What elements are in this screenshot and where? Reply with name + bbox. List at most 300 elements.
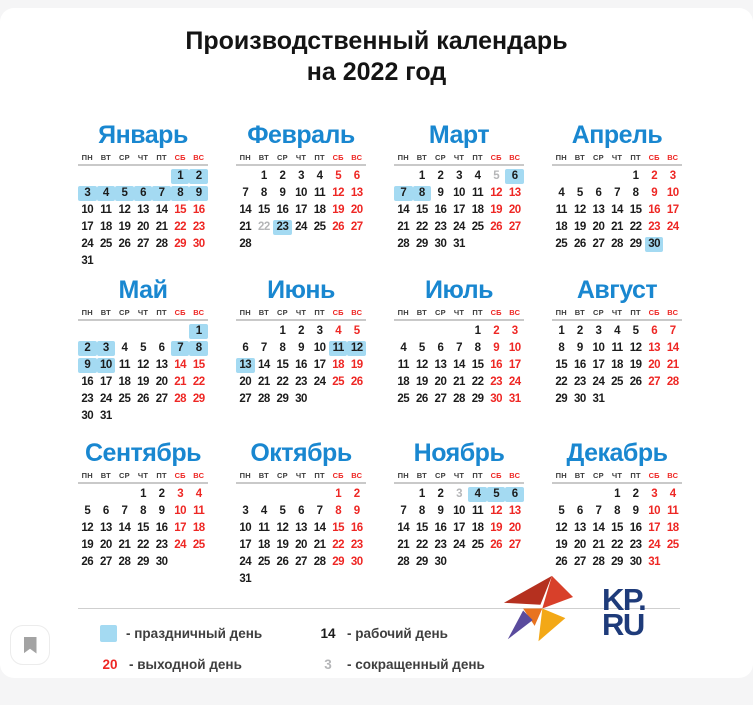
day-cell: 16	[155, 522, 168, 534]
day-cell: 19	[81, 539, 94, 551]
week-row	[78, 203, 208, 220]
day-cell	[236, 487, 255, 502]
day-cell: 21	[118, 539, 131, 551]
day-cell: 12	[490, 505, 503, 517]
day-cell: 5	[418, 342, 425, 354]
weekday-label: СБ	[332, 153, 344, 162]
day-cell: 7	[456, 342, 462, 354]
day-cell: 23	[350, 539, 363, 551]
day-cell: 14	[313, 522, 326, 534]
weekday-label: ВТ	[416, 308, 427, 317]
weekday-label: СБ	[332, 308, 344, 317]
weekday-label: ПТ	[156, 471, 167, 480]
day-cell	[505, 555, 524, 570]
day-cell	[505, 237, 524, 252]
month-title: Август	[576, 276, 658, 304]
day-cell: 27	[99, 556, 112, 568]
day-cell: 20	[295, 539, 307, 551]
day-cell: 26	[573, 238, 586, 250]
weekday-label: ПН	[239, 471, 251, 480]
day-cell: 29	[629, 238, 642, 250]
day-cell: 14	[666, 342, 679, 354]
month-2	[236, 120, 366, 275]
day-cell: 5	[632, 325, 639, 337]
day-cell: 2	[78, 341, 97, 356]
weekday-label: ВТ	[574, 153, 585, 162]
week-row	[552, 220, 682, 237]
weekday-label: ЧТ	[295, 471, 307, 480]
day-cell	[97, 169, 116, 184]
weekday-label: СБ	[490, 153, 502, 162]
day-cell: 22	[332, 539, 345, 551]
day-cell: 14	[257, 359, 270, 371]
day-cell	[171, 555, 190, 570]
day-cell: 1	[189, 324, 208, 339]
weekday-header	[552, 153, 682, 166]
weekday-header	[78, 153, 208, 166]
week-row	[394, 487, 524, 504]
day-cell: 14	[592, 522, 605, 534]
weekday-label: ВС	[351, 153, 363, 162]
day-cell: 28	[257, 393, 270, 405]
day-cell: 31	[453, 238, 465, 250]
legend-workday-label: - рабочий день	[347, 626, 448, 641]
weekday-label: ВС	[667, 471, 679, 480]
week-row	[78, 237, 208, 254]
month-1	[78, 120, 208, 275]
day-cell: 17	[453, 522, 465, 534]
weekday-label: ВТ	[100, 308, 111, 317]
day-cell: 26	[415, 393, 428, 405]
day-cell: 2	[651, 170, 658, 182]
day-cell: 21	[453, 376, 465, 388]
week-row	[552, 341, 682, 358]
day-cell: 9	[437, 187, 444, 199]
day-cell	[310, 392, 329, 407]
day-cell: 7	[242, 187, 249, 199]
weekday-label: ЧТ	[453, 471, 465, 480]
day-cell: 7	[614, 187, 620, 199]
weekday-label: ПН	[555, 308, 567, 317]
day-cell: 23	[490, 376, 503, 388]
weekday-label: СР	[119, 153, 130, 162]
day-cell: 28	[666, 376, 679, 388]
legend-item-workday	[318, 625, 485, 642]
day-cell: 16	[648, 204, 661, 216]
day-cell: 13	[295, 522, 307, 534]
day-cell	[589, 169, 608, 184]
day-cell: 25	[257, 556, 270, 568]
week-row	[236, 186, 366, 203]
weekday-label: ВС	[193, 153, 205, 162]
weekday-label: ВТ	[100, 471, 111, 480]
legend	[100, 625, 485, 672]
week-row	[236, 237, 366, 254]
day-cell: 15	[257, 204, 270, 216]
day-cell: 18	[611, 359, 623, 371]
weekday-label: ПН	[555, 153, 567, 162]
weekday-label: СБ	[648, 308, 660, 317]
week-row	[552, 169, 682, 186]
day-cell	[431, 324, 450, 339]
day-cell: 6	[102, 505, 109, 517]
day-cell: 10	[239, 522, 252, 534]
day-cell	[97, 487, 116, 502]
day-cell: 28	[592, 556, 605, 568]
day-cell: 25	[332, 376, 345, 388]
day-cell	[255, 487, 274, 502]
day-cell: 19	[276, 539, 289, 551]
day-cell: 2	[437, 488, 444, 500]
day-cell: 25	[118, 393, 131, 405]
day-cell: 27	[350, 221, 363, 233]
day-cell: 23	[434, 539, 447, 551]
weekday-label: ЧТ	[137, 153, 149, 162]
weekday-label: ПТ	[156, 153, 167, 162]
weekday-label: СБ	[174, 471, 186, 480]
day-cell: 11	[611, 342, 623, 354]
day-cell: 28	[118, 556, 131, 568]
day-cell: 1	[418, 170, 425, 182]
day-cell: 18	[397, 376, 410, 388]
day-cell: 1	[335, 488, 342, 500]
weekday-label: ПН	[239, 153, 251, 162]
day-cell: 22	[415, 221, 428, 233]
day-cell: 23	[155, 539, 168, 551]
day-cell: 18	[471, 204, 484, 216]
day-cell	[134, 254, 153, 269]
weekday-header	[236, 471, 366, 484]
day-cell: 30	[350, 556, 363, 568]
week-row	[552, 358, 682, 375]
day-cell: 17	[592, 359, 605, 371]
bookmark-button[interactable]	[10, 625, 50, 665]
day-cell	[450, 555, 469, 570]
day-cell: 24	[648, 539, 661, 551]
week-row	[78, 324, 208, 341]
day-cell: 11	[314, 187, 326, 199]
day-cell	[663, 392, 682, 407]
week-row	[236, 392, 366, 409]
day-cell: 23	[629, 539, 642, 551]
day-cell: 20	[592, 221, 605, 233]
week-row	[552, 324, 682, 341]
day-cell	[255, 572, 274, 587]
week-row	[236, 358, 366, 375]
day-cell: 22	[555, 376, 568, 388]
day-cell: 22	[629, 221, 642, 233]
day-cell: 11	[118, 359, 131, 371]
day-cell	[552, 487, 571, 502]
day-cell: 6	[298, 505, 304, 517]
day-cell: 30	[490, 393, 503, 405]
day-cell: 28	[174, 393, 187, 405]
day-cell: 11	[100, 204, 112, 216]
week-row	[236, 521, 366, 538]
week-row	[394, 555, 524, 572]
month-3	[394, 120, 524, 275]
day-cell	[608, 169, 627, 184]
day-cell: 1	[614, 488, 620, 500]
day-cell: 20	[648, 359, 661, 371]
weekday-label: СБ	[648, 471, 660, 480]
month-title: Май	[118, 276, 168, 304]
day-cell	[171, 254, 190, 269]
day-cell: 18	[313, 204, 326, 216]
day-cell: 16	[192, 204, 205, 216]
day-cell	[189, 409, 208, 424]
day-cell: 22	[137, 539, 149, 551]
weekday-label: ВТ	[258, 471, 269, 480]
week-row	[236, 220, 366, 237]
day-cell: 13	[648, 342, 661, 354]
day-cell: 28	[453, 393, 465, 405]
weekday-label: СР	[435, 153, 446, 162]
month-title: Март	[428, 121, 490, 149]
legend-item-short	[318, 657, 485, 672]
day-cell: 28	[239, 238, 252, 250]
weekday-label: СР	[277, 471, 288, 480]
day-cell: 31	[648, 556, 661, 568]
day-cell: 20	[434, 376, 447, 388]
bookmark-icon	[24, 637, 37, 654]
day-cell: 25	[611, 376, 623, 388]
legend-short-number: 3	[324, 657, 332, 672]
day-cell: 3	[456, 488, 462, 500]
calendar-card	[0, 8, 753, 678]
months-grid	[78, 120, 682, 589]
weekday-label: ВС	[509, 308, 521, 317]
day-cell: 12	[137, 359, 149, 371]
page-title-line2: на 2022 год	[306, 58, 447, 86]
day-cell: 14	[397, 522, 410, 534]
day-cell: 13	[350, 187, 363, 199]
day-cell: 25	[313, 221, 326, 233]
day-cell	[134, 324, 153, 339]
day-cell: 13	[236, 358, 255, 373]
day-cell: 6	[576, 505, 583, 517]
day-cell: 10	[97, 358, 116, 373]
day-cell: 13	[434, 359, 447, 371]
month-7	[394, 275, 524, 438]
week-row	[78, 358, 208, 375]
day-cell: 5	[558, 505, 565, 517]
day-cell: 18	[555, 221, 568, 233]
weekday-label: СБ	[648, 153, 660, 162]
weekday-label: СР	[119, 471, 130, 480]
weekday-label: ВТ	[258, 308, 269, 317]
day-cell: 28	[155, 238, 168, 250]
day-cell: 16	[490, 359, 503, 371]
day-cell: 13	[573, 522, 586, 534]
day-cell: 11	[555, 204, 567, 216]
week-row	[78, 504, 208, 521]
day-cell	[236, 169, 255, 184]
day-cell: 3	[97, 341, 116, 356]
day-cell: 18	[118, 376, 131, 388]
week-row	[552, 392, 682, 409]
month-10	[236, 438, 366, 589]
day-cell	[152, 169, 171, 184]
day-cell	[394, 487, 413, 502]
day-cell: 24	[81, 238, 94, 250]
week-row	[394, 186, 524, 203]
week-row	[552, 237, 682, 254]
day-cell: 1	[171, 169, 190, 184]
day-cell: 11	[667, 505, 679, 517]
week-row	[552, 203, 682, 220]
week-row	[394, 358, 524, 375]
weekday-label: СР	[435, 471, 446, 480]
day-cell: 20	[239, 376, 252, 388]
day-cell: 6	[242, 342, 249, 354]
day-cell	[347, 237, 366, 252]
day-cell	[347, 392, 366, 407]
day-cell: 30	[573, 393, 586, 405]
day-cell: 13	[137, 204, 149, 216]
day-cell: 30	[434, 238, 447, 250]
weekday-label: ПН	[555, 471, 567, 480]
day-cell	[571, 169, 590, 184]
week-row	[236, 324, 366, 341]
day-cell: 4	[121, 342, 128, 354]
day-cell: 3	[651, 488, 658, 500]
weekday-label: ПТ	[472, 153, 483, 162]
day-cell: 21	[174, 376, 187, 388]
weekday-label: ВС	[667, 308, 679, 317]
day-cell: 2	[493, 325, 500, 337]
day-cell: 21	[397, 221, 410, 233]
day-cell: 26	[555, 556, 568, 568]
day-cell: 20	[99, 539, 112, 551]
day-cell: 28	[397, 556, 410, 568]
day-cell: 9	[298, 342, 304, 354]
day-cell: 30	[629, 556, 642, 568]
day-cell: 3	[78, 186, 97, 201]
week-row	[394, 203, 524, 220]
day-cell: 5	[493, 170, 500, 182]
day-cell: 15	[629, 204, 642, 216]
weekday-label: ПТ	[314, 471, 325, 480]
day-cell: 22	[471, 376, 484, 388]
weekday-header	[236, 308, 366, 321]
weekday-label: СБ	[490, 471, 502, 480]
weekday-header	[394, 308, 524, 321]
day-cell: 9	[78, 358, 97, 373]
day-cell: 3	[595, 325, 602, 337]
day-cell: 29	[174, 238, 187, 250]
day-cell	[310, 572, 329, 587]
day-cell	[310, 487, 329, 502]
day-cell: 8	[558, 342, 565, 354]
day-cell: 5	[84, 505, 91, 517]
day-cell: 9	[353, 505, 360, 517]
day-cell: 27	[648, 376, 661, 388]
day-cell: 2	[437, 170, 444, 182]
day-cell: 4	[335, 325, 342, 337]
day-cell: 14	[611, 204, 623, 216]
day-cell: 4	[468, 487, 487, 502]
day-cell: 29	[137, 556, 149, 568]
day-cell: 6	[353, 170, 360, 182]
day-cell: 15	[137, 522, 149, 534]
week-row	[236, 538, 366, 555]
day-cell: 13	[155, 359, 168, 371]
holiday-swatch-icon	[100, 625, 117, 642]
weekday-label: СР	[119, 308, 130, 317]
day-cell: 20	[573, 539, 586, 551]
day-cell: 17	[648, 522, 661, 534]
day-cell: 16	[434, 522, 447, 534]
month-title: Ноябрь	[413, 439, 505, 467]
day-cell: 25	[99, 238, 112, 250]
day-cell: 5	[576, 187, 583, 199]
day-cell	[487, 237, 506, 252]
day-cell: 5	[353, 325, 360, 337]
week-row	[78, 220, 208, 237]
day-cell: 29	[192, 393, 205, 405]
day-cell: 8	[614, 505, 620, 517]
day-cell: 2	[298, 325, 304, 337]
week-row	[552, 487, 682, 504]
day-cell: 12	[629, 342, 642, 354]
day-cell: 1	[140, 488, 146, 500]
day-cell: 15	[276, 359, 289, 371]
day-cell: 6	[505, 169, 524, 184]
day-cell: 4	[260, 505, 267, 517]
day-cell: 3	[177, 488, 184, 500]
week-row	[78, 186, 208, 203]
day-cell: 13	[508, 187, 521, 199]
weekday-label: ЧТ	[611, 308, 623, 317]
week-row	[552, 538, 682, 555]
day-cell: 6	[437, 342, 444, 354]
weekday-label: СБ	[174, 153, 186, 162]
weekday-label: ВС	[667, 153, 679, 162]
day-cell: 17	[453, 204, 465, 216]
month-8	[552, 275, 682, 438]
day-cell: 30	[295, 393, 307, 405]
week-row	[394, 538, 524, 555]
day-cell: 3	[669, 170, 676, 182]
day-cell: 19	[118, 221, 131, 233]
day-cell	[255, 324, 274, 339]
day-cell: 31	[508, 393, 521, 405]
day-cell: 23	[273, 220, 292, 235]
day-cell: 2	[632, 488, 639, 500]
day-cell	[273, 487, 292, 502]
day-cell: 23	[434, 221, 447, 233]
day-cell: 17	[99, 376, 112, 388]
day-cell: 15	[471, 359, 484, 371]
day-cell: 2	[353, 488, 360, 500]
weekday-label: ЧТ	[453, 308, 465, 317]
weekday-label: ПТ	[472, 308, 483, 317]
day-cell	[97, 254, 116, 269]
week-row	[78, 254, 208, 271]
day-cell: 16	[81, 376, 94, 388]
day-cell	[608, 392, 627, 407]
day-cell: 26	[118, 238, 131, 250]
day-cell: 24	[453, 221, 465, 233]
day-cell: 21	[239, 221, 252, 233]
day-cell: 4	[195, 488, 202, 500]
weekday-header	[394, 471, 524, 484]
day-cell	[78, 487, 97, 502]
weekday-label: ПН	[81, 153, 93, 162]
day-cell: 5	[115, 186, 134, 201]
day-cell: 5	[487, 487, 506, 502]
